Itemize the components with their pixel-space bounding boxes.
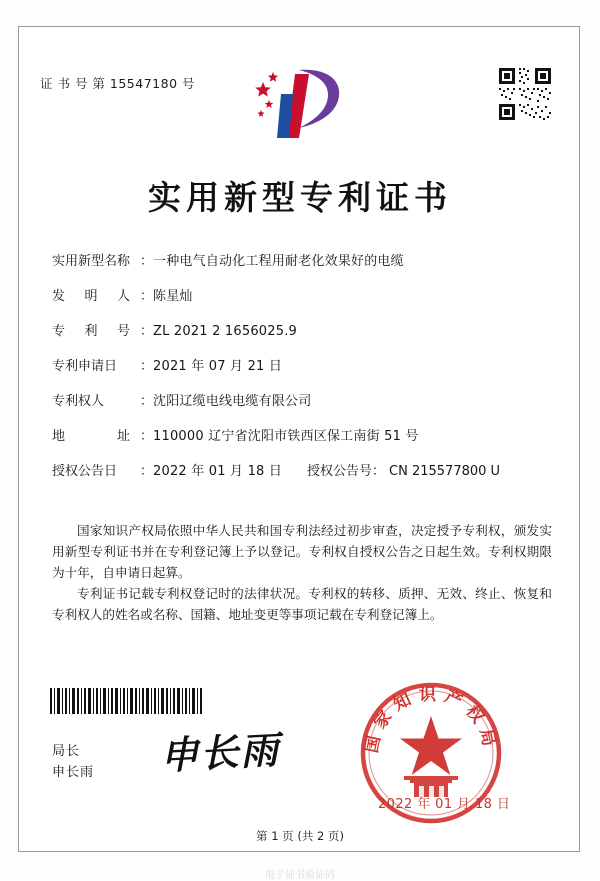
field-colon: ： xyxy=(140,289,154,304)
bottom-faint-text: 电子证书验证码 xyxy=(265,870,335,881)
field-label-inventor: 发 明 人 xyxy=(52,289,130,304)
handwritten-signature: 申长雨 xyxy=(159,726,282,779)
qr-code xyxy=(497,66,553,122)
grant-date-group xyxy=(52,460,307,479)
field-row-grant xyxy=(52,460,552,495)
field-label-application-date: 专利申请日 xyxy=(52,359,118,374)
field-label-utility-model-name: 实用新型名称 xyxy=(52,254,131,269)
field-label-grant-date: 授权公告日 xyxy=(52,464,118,479)
paragraph-register-statement: 专利证书记载专利权登记时的法律状况。专利权的转移、质押、无效、终止、恢复和专利权人的姓名或名称、国籍、地址变更等事项记载在专利登记簿上。 xyxy=(52,586,552,622)
field-value-address: 110000 辽宁省沈阳市铁西区保工南街 51 号 xyxy=(153,429,419,444)
page-title: 实用新型专利证书 xyxy=(148,178,452,217)
field-row-address xyxy=(52,425,552,460)
field-colon: ： xyxy=(372,464,386,479)
paragraph-legal-statement: 国家知识产权局依照中华人民共和国专利法经过初步审查，决定授予专利权，颁发实用新型专利证书并在专利登记簿上予以登记。专利权自授权公告之日起生效。专利权期限为十年，自申请日起算。 xyxy=(52,523,552,580)
certificate-number: 证 书 号 第 15547180 号 xyxy=(40,76,195,91)
field-label-patentee: 专利权人 xyxy=(52,394,105,409)
field-value-application-date: 2021 年 07 月 21 日 xyxy=(153,359,283,374)
barcode xyxy=(50,688,202,714)
field-colon: ： xyxy=(140,254,154,269)
svg-text:国家知识产权局: 国家知识产权局 xyxy=(361,685,501,755)
field-value-patent-number: ZL 2021 2 1656025.9 xyxy=(153,324,298,339)
cnipa-logo-icon xyxy=(255,64,347,142)
page-footer: 第 1 页 (共 2 页) xyxy=(256,829,344,843)
field-colon: ： xyxy=(140,429,154,444)
field-row-name xyxy=(52,250,552,285)
field-row-patentee xyxy=(52,390,552,425)
seal-date: 2022 年 01 月 18 日 xyxy=(378,797,511,812)
field-value-patentee: 沈阳辽缆电线电缆有限公司 xyxy=(153,394,312,409)
field-value-grant-number: CN 215577800 U xyxy=(389,464,501,479)
field-label-patent-number: 专 利 号 xyxy=(52,324,130,339)
field-value-inventor: 陈星灿 xyxy=(153,289,193,304)
signature-name-label: 申长雨 xyxy=(52,765,95,780)
field-colon: ： xyxy=(140,324,154,339)
field-row-inventor xyxy=(52,285,552,320)
grant-number-group xyxy=(307,460,552,479)
field-label-address: 地 址 xyxy=(52,429,130,444)
field-value-utility-model-name: 一种电气自动化工程用耐老化效果好的电缆 xyxy=(153,254,404,269)
field-row-patent-number xyxy=(52,320,552,355)
field-value-grant-date: 2022 年 01 月 18 日 xyxy=(153,464,283,479)
signature-title-label: 局长 xyxy=(52,744,81,759)
field-colon: ： xyxy=(140,394,154,409)
field-colon: ： xyxy=(140,359,154,374)
field-colon: ： xyxy=(140,464,154,479)
field-label-grant-number: 授权公告号 xyxy=(307,464,373,479)
field-list xyxy=(52,250,552,495)
field-row-application-date xyxy=(52,355,552,390)
